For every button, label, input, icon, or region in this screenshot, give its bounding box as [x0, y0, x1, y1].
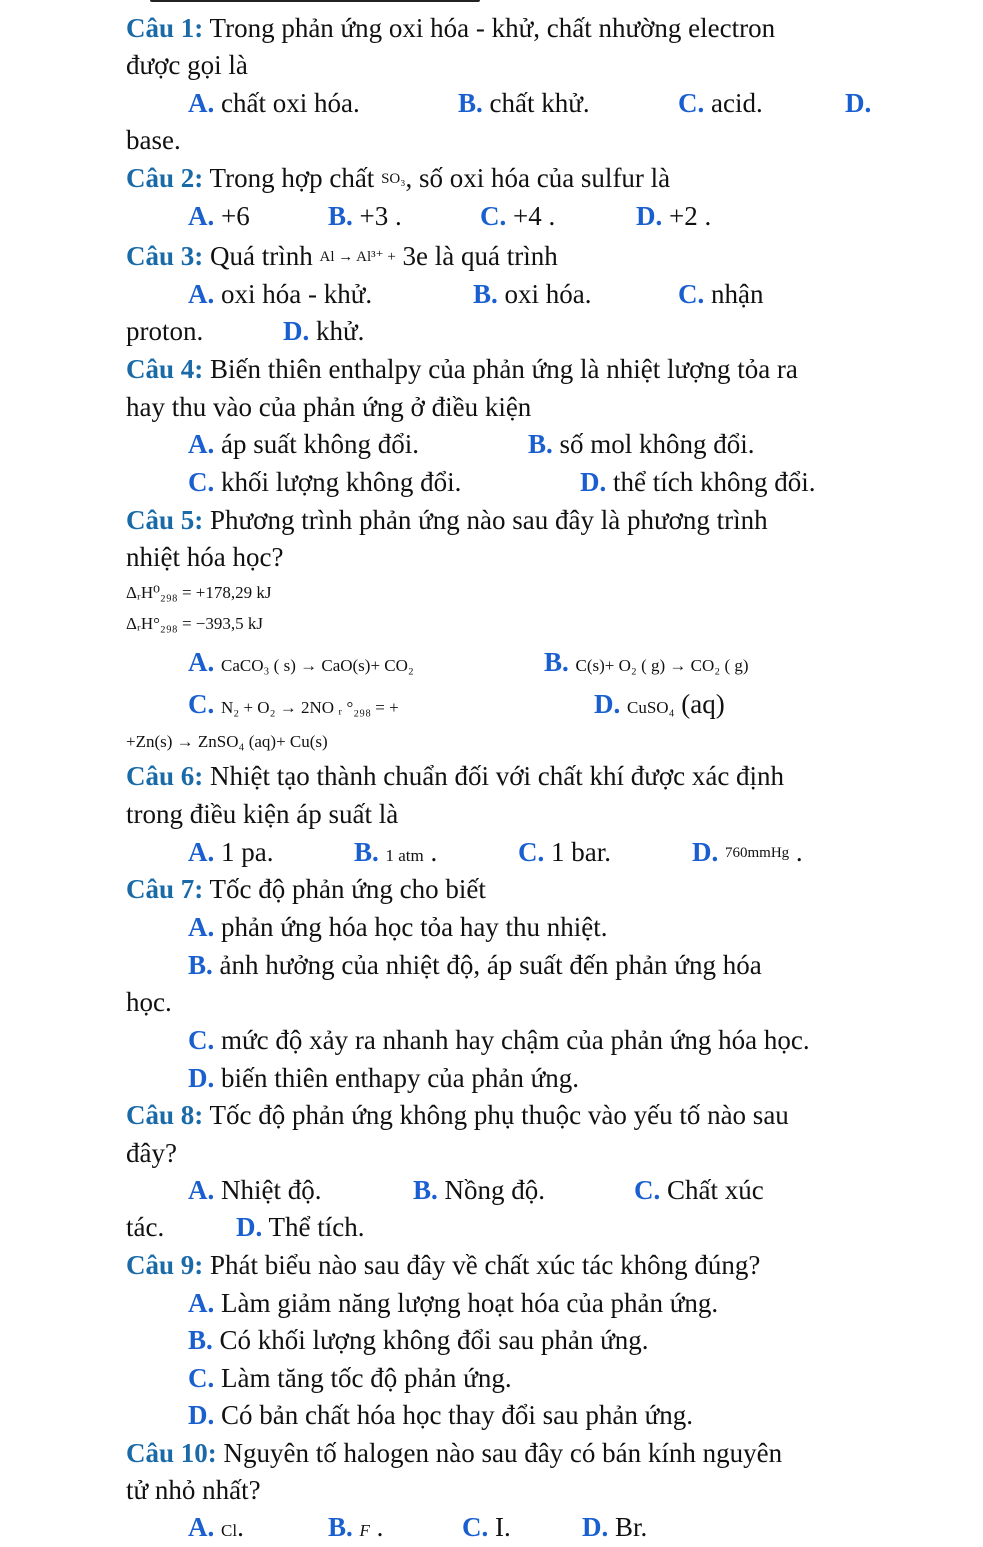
q6-text-cont: trong điều kiện áp suất là	[126, 799, 399, 829]
q2-option-c: C. +4 .	[480, 201, 556, 231]
q5-enthalpy-1: ΔᵣH⁰₂₉₈ = +178,29 kJ	[126, 583, 272, 602]
q1-option-a: A. chất oxi hóa.	[188, 88, 360, 118]
q4-option-c: C. khối lượng không đổi.	[188, 467, 462, 497]
question-10: Câu 10: Nguyên tố halogen nào sau đây có bán kính nguyên	[126, 1438, 783, 1468]
q5-option-b: B. C(s)+ O₂ ( g) → CO₂ ( g)	[544, 647, 749, 677]
q1-text-cont: được gọi là	[126, 50, 248, 80]
question-1	[126, 12, 775, 44]
q7-option-b-cont: học.	[126, 987, 172, 1017]
q3-option-c: C. nhận	[678, 279, 764, 309]
q10-option-b: B. F .	[328, 1512, 384, 1542]
q5-text-cont: nhiệt hóa học?	[126, 542, 284, 572]
q5-option-c: C. N₂ + O₂ → 2NO ᵣ °₂₉₈ = +	[188, 689, 399, 719]
q8-option-c: C. Chất xúc	[634, 1175, 764, 1205]
q2-option-a: A. +6	[188, 201, 250, 231]
q1-option-b: B. chất khử.	[458, 88, 590, 118]
q4-option-a: A. áp suất không đổi.	[188, 429, 419, 459]
q10-text-cont: tử nhỏ nhất?	[126, 1475, 261, 1505]
q10-option-d: D. Br.	[582, 1512, 648, 1542]
q8-option-a: A. Nhiệt độ.	[188, 1175, 322, 1205]
q2-formula: SO₃	[381, 171, 406, 187]
q5-option-a: A. CaCO₃ ( s) → CaO(s)+ CO₂	[188, 647, 414, 677]
q5-enthalpy-2: ΔᵣH°₂₉₈ = −393,5 kJ	[126, 614, 263, 633]
q8-option-d: D. Thể tích.	[236, 1212, 365, 1242]
q5-option-d: D. CuSO₄ (aq)	[594, 689, 725, 719]
q3-option-d: D. khử.	[283, 316, 365, 346]
q1-option-d-label: D.	[845, 88, 872, 118]
q1-label: Câu 1:	[126, 13, 204, 43]
q7-option-d: D. biến thiên enthapy của phản ứng.	[188, 1063, 580, 1093]
q3-option-c-cont: proton.	[126, 316, 204, 346]
q8-text-cont: đây?	[126, 1138, 177, 1168]
q7-option-b: B. ảnh hưởng của nhiệt độ, áp suất đến phản ứng hóa	[188, 950, 762, 980]
q3-option-a: A. oxi hóa - khử.	[188, 279, 373, 309]
q9-option-b: B. Có khối lượng không đổi sau phản ứng.	[188, 1325, 649, 1355]
q6-option-d: D. 760mmHg .	[692, 837, 803, 867]
question-9: Câu 9: Phát biểu nào sau đây về chất xúc tác không đúng?	[126, 1250, 761, 1280]
q3-option-b: B. oxi hóa.	[473, 279, 592, 309]
q1-option-c: C. acid.	[678, 88, 763, 118]
question-3: Câu 3: Quá trình Al → Al³⁺ + 3e là quá trình	[126, 241, 558, 271]
question-5: Câu 5: Phương trình phản ứng nào sau đây là phương trình	[126, 505, 768, 535]
q8-option-b: B. Nồng độ.	[413, 1175, 546, 1205]
q9-option-a: A. Làm giảm năng lượng hoạt hóa của phản ứng.	[188, 1288, 719, 1318]
q7-option-c: C. mức độ xảy ra nhanh hay chậm của phản ứng hóa học.	[188, 1025, 810, 1055]
q6-option-a: A. 1 pa.	[188, 837, 274, 867]
q10-option-a: A. Cl.	[188, 1512, 244, 1542]
question-6: Câu 6: Nhiệt tạo thành chuẩn đối với chất khí được xác định	[126, 761, 785, 791]
question-2: Câu 2: Trong hợp chất SO₃, số oxi hóa của sulfur là	[126, 163, 671, 193]
q4-text-cont: hay thu vào của phản ứng ở điều kiện	[126, 392, 532, 422]
q5-option-d-cont: +Zn(s) → ZnSO₄ (aq)+ Cu(s)	[126, 732, 328, 751]
q3-formula: Al → Al³⁺ +	[319, 249, 396, 265]
q2-option-d: D. +2 .	[636, 201, 712, 231]
question-4: Câu 4: Biến thiên enthalpy của phản ứng là nhiệt lượng tỏa ra	[126, 354, 798, 384]
cropped-header-remnant	[150, 0, 480, 2]
q10-option-c: C. I.	[462, 1512, 511, 1542]
q4-option-b: B. số mol không đổi.	[528, 429, 755, 459]
q2-option-b: B. +3 .	[328, 201, 402, 231]
q4-option-d: D. thể tích không đổi.	[580, 467, 816, 497]
q1-text: Trong phản ứng oxi hóa - khử, chất nhường electron	[203, 13, 776, 43]
q6-option-c: C. 1 bar.	[518, 837, 611, 867]
q9-option-d: D. Có bản chất hóa học thay đổi sau phản ứng.	[188, 1400, 694, 1430]
q7-option-a: A. phản ứng hóa học tỏa hay thu nhiệt.	[188, 912, 608, 942]
q9-option-c: C. Làm tăng tốc độ phản ứng.	[188, 1363, 512, 1393]
q1-option-d-text: base.	[126, 125, 181, 155]
q6-option-b: B. 1 atm .	[354, 837, 438, 867]
q8-option-c-cont: tác.	[126, 1212, 165, 1242]
question-7: Câu 7: Tốc độ phản ứng cho biết	[126, 874, 486, 904]
question-8: Câu 8: Tốc độ phản ứng không phụ thuộc vào yếu tố nào sau	[126, 1100, 789, 1130]
